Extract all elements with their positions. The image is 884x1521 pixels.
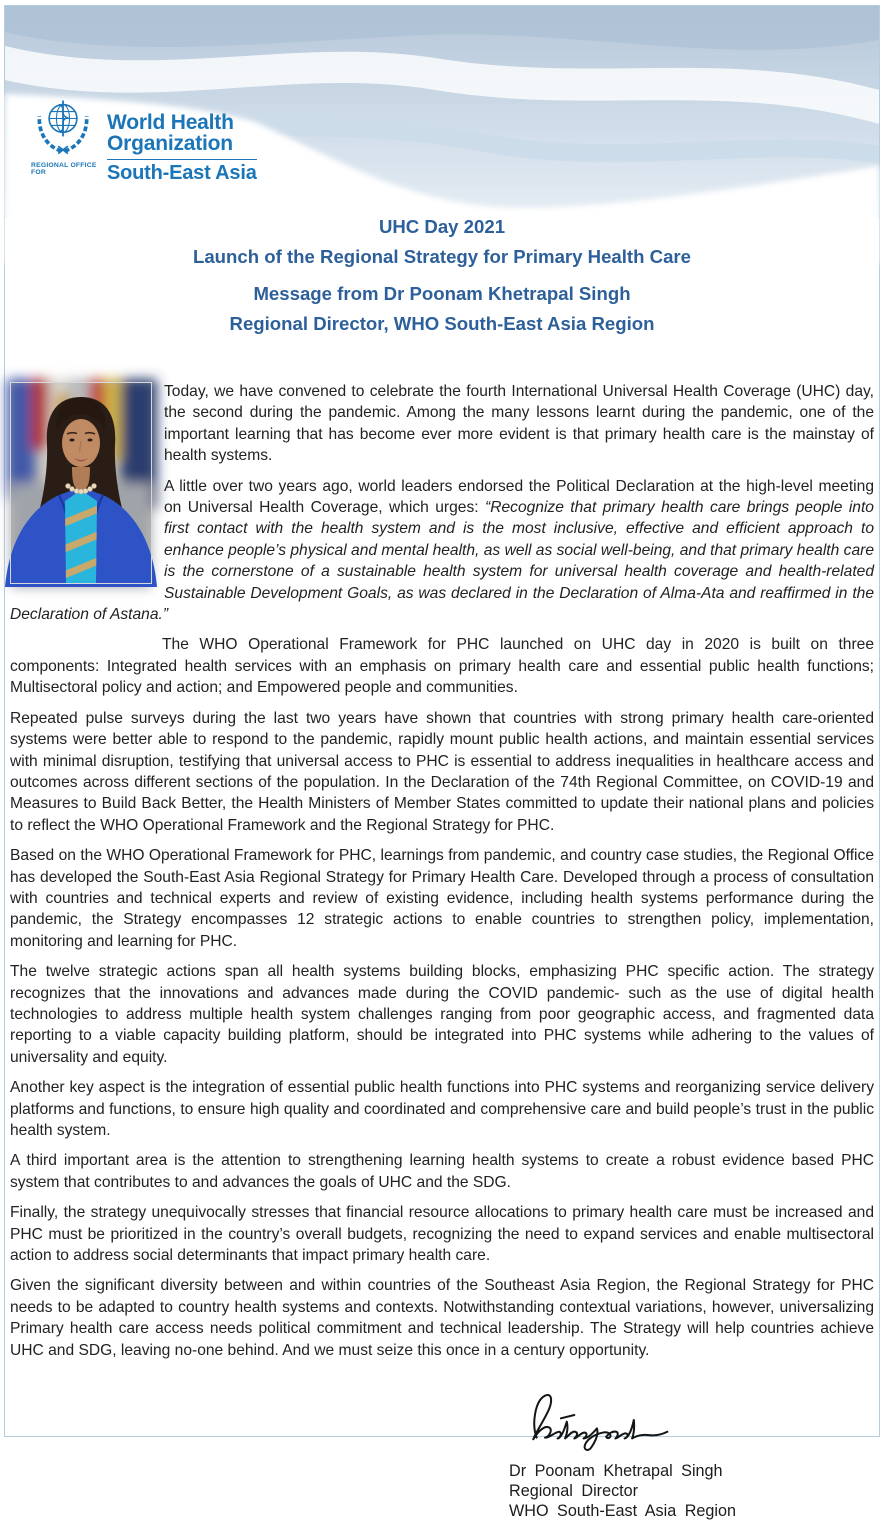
logo-office-prefix: REGIONAL OFFICE FOR [31,162,97,176]
logo-text-line: Organization [107,132,233,155]
document-title-block [5,212,879,339]
subtitle-line-2: Regional Director, WHO South-East Asia Region [229,313,655,334]
who-logo-orgname [107,112,257,156]
logo-office-name: South-East Asia [107,159,257,183]
logo-text-line: World Health [107,111,234,134]
message-paragraph: Another key aspect is the integration of essential public health functions into PHC systems and reorganizing service delivery platforms and functions, to ensure high quality and coordinated and comprehensive care and build people’s trust in the public health system. [10,1079,874,1139]
subtitle-line-1: Message from Dr Poonam Khetrapal Singh [253,283,631,304]
who-logo [31,94,257,183]
paragraph-lead: A little over two years ago, world leaders endorsed the Political Declaration at the high-level meeting on Universal Health Coverage, which urges: [164,477,874,517]
message-paragraph: The twelve strategic actions span all health systems building blocks, emphasizing PHC specific action. The strategy recognizes that the innovations and advances made during the COVID pandemic- such as the use of digital health technologies to address multiple health system challenges ranging from poor geographic access, and fragmented data reporting to a viable capacity building platform, should be integrated into PHC systems while adhering to the values of universality and equity. [10,963,874,1066]
signature-image [523,1389,691,1451]
message-paragraph: Given the significant diversity between and within countries of the Southeast Asia Region, the Regional Strategy for PHC needs to be adapted to country health systems and contexts. Notwithstanding contextual variations, however, universalizing Primary health care access needs political commitment and technical leadership. The Strategy will help countries achieve UHC and SDG, leaving no-one behind. And we must seize this once in a century opportunity. [10,1277,874,1359]
declaration-quote: “Recognize that primary health care brings people into first contact with the health system and is the most inclusive, effective and efficient approach to enhance people’s physical and mental health, as well as social well-being, and that primary health care is the cornerstone of a sustainable health system for universal health coverage and health-related Sustainable Development Goals, as was declared in the Declaration of Alma-Ata and reaffirmed in the Declaration of Astana.” [10,499,874,624]
message-body [5,381,879,1361]
signatory-role: Regional Director [509,1482,639,1501]
letter-page [4,5,880,1521]
title-line-2: Launch of the Regional Strategy for Primary Health Care [192,246,691,267]
message-paragraph: Finally, the strategy unequivocally stresses that financial resource allocations to primary health care must be increased and PHC must be prioritized in the country’s overall budgets, recognizing the need to expand services and enable multisectoral action to address social determinants that impact primary health care. [10,1204,874,1265]
who-emblem-icon [31,94,95,156]
message-paragraph: Today, we have convened to celebrate the fourth International Universal Health Coverage (UHC) day, the second during the pandemic. Among the many lessons learnt during the pandemic, one of the important learning that has become ever more evident is that primary health care is the mainstay of health systems. [164,383,874,465]
signatory-name: Dr Poonam Khetrapal Singh [509,1462,723,1481]
message-paragraph: The WHO Operational Framework for PHC launched on UHC day in 2020 is built on three components: Integrated health services with an emphasis on primary health care and essential public health functions; Multisectoral policy and action; and Empowered people and communities. [10,636,874,697]
message-paragraph: A third important area is the attention to strengthening learning health systems to create a robust evidence based PHC system that contributes to and advances the goals of UHC and the SDG. [10,1152,874,1191]
portrait-photo [11,383,151,583]
title-line-1: UHC Day 2021 [378,216,506,237]
signatory-region: WHO South-East Asia Region [509,1502,737,1521]
message-paragraph: Repeated pulse surveys during the last two years have shown that countries with strong primary health care-oriented systems were better able to respond to the pandemic, rapidly mount public health actions, and maintain essential services with minimal disruption, testifying that universal access to PHC is essential to address inequalities in healthcare access and outcomes across different sections of the population. In the Declaration of the 74th Regional Committee, on COVID-19 and Measures to Build Back Better, the Health Ministers of Member States committed to update their national plans and policies to reflect the WHO Operational Framework and the Regional Strategy for PHC. [10,709,874,834]
signature-block [509,1389,839,1521]
message-paragraph: Based on the WHO Operational Framework for PHC, learnings from pandemic, and country case studies, the Regional Office has developed the South-East Asia Regional Strategy for Primary Health Care. Developed through a process of consultation with countries and technical experts and review of existing evidence, including health systems performance during the pandemic, the Strategy encompasses 12 strategic actions to enable countries to strengthen policy, implementation, monitoring and learning for PHC. [10,847,874,950]
header-wave-banner [5,6,879,192]
